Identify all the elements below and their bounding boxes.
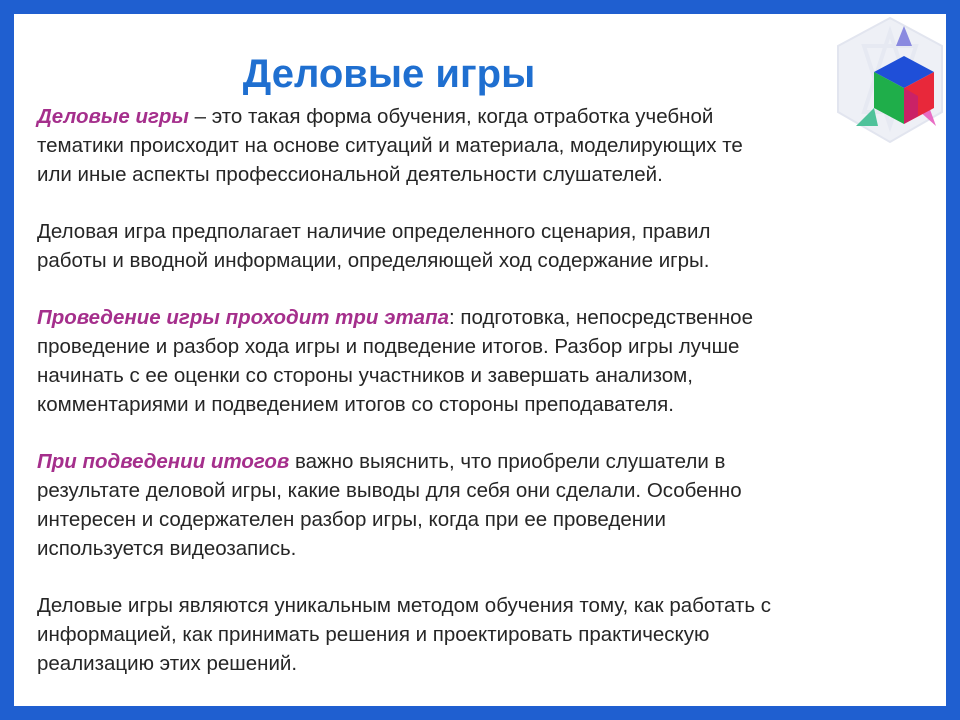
paragraph-text: – это такая форма обучения, когда отработка учебной тематики происходит на основе ситуаций и материала, моделирующих те или иные аспекты профессиональной деятельности слушателей.	[37, 105, 743, 186]
highlight-term: Проведение игры проходит три этапа	[37, 306, 449, 329]
paragraph-stages	[37, 303, 917, 419]
paragraph-summary	[37, 447, 917, 563]
content	[37, 102, 917, 706]
highlight-term: Деловые игры	[37, 105, 189, 128]
paragraph-definition	[37, 102, 917, 189]
paragraph-text: важно выяснить, что приобрели слушатели в результате деловой игры, какие выводы для себя они сделали. Особенно интересен и содержателен разбор игры, когда при ее проведении используется видеозапись.	[37, 450, 742, 560]
paragraph-scenario	[37, 217, 917, 275]
paragraph-text: : подготовка, непосредственное проведение и разбор хода игры и подведение итогов. Разбор игры лучше начинать с ее оценки со стороны участников и завершать анализом, комментариями и подведением итогов со стороны преподавателя.	[37, 306, 753, 416]
paragraph-text: Деловые игры являются уникальным методом обучения тому, как работать с информацией, как принимать решения и проектировать практическую реализацию этих решений.	[37, 594, 771, 675]
paragraph-conclusion	[37, 591, 917, 678]
page-title: Деловые игры	[242, 52, 536, 96]
paragraph-text: Деловая игра предполагает наличие определенного сценария, правил работы и вводной информации, определяющей ход содержание игры.	[37, 220, 711, 272]
highlight-term: При подведении итогов	[37, 450, 290, 473]
slide	[14, 14, 946, 706]
